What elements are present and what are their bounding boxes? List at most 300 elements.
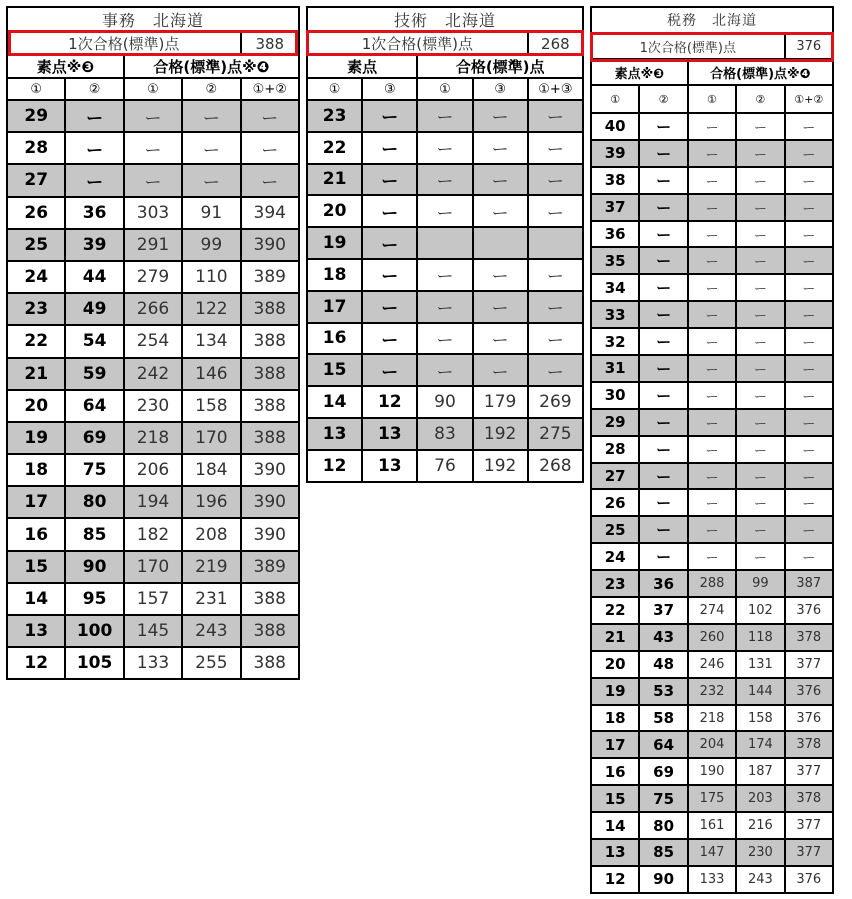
table-row (7, 261, 299, 293)
table-cell: 17 (307, 291, 362, 323)
table-cell: ー (688, 140, 736, 167)
table-cell: 389 (241, 551, 299, 583)
table-cell: 260 (688, 624, 736, 651)
table-cell: ー (736, 516, 784, 543)
table-cell: 69 (639, 758, 687, 785)
table-cell: ー (688, 489, 736, 516)
table-row (307, 195, 583, 227)
pass-score-header: 合格(標準)点※❹ (124, 55, 299, 78)
table-cell: 378 (785, 785, 833, 812)
table-cell: ー (639, 301, 687, 328)
table-cell: 25 (7, 229, 65, 261)
table-cell: 27 (7, 164, 65, 196)
table-cell: ー (528, 354, 583, 386)
table-cell: 27 (591, 463, 639, 490)
table-cell: 388 (241, 583, 299, 615)
table-cell: 230 (736, 839, 784, 866)
table-cell: 32 (591, 328, 639, 355)
table-cell: 14 (307, 386, 362, 418)
table-row (7, 293, 299, 325)
table-cell: 19 (7, 422, 65, 454)
standard-score-value: 388 (241, 32, 299, 55)
table-cell: 36 (591, 221, 639, 248)
panel-title-row (7, 7, 299, 32)
table-cell: 18 (307, 259, 362, 291)
table-cell: ー (124, 132, 182, 164)
header-row (307, 55, 583, 78)
table-cell: 170 (182, 422, 240, 454)
table-cell: 174 (736, 731, 784, 758)
table-cell: ー (417, 323, 472, 355)
table-cell: 12 (591, 866, 639, 893)
table-cell: 16 (591, 758, 639, 785)
table-cell: 28 (591, 436, 639, 463)
table-cell: 266 (124, 293, 182, 325)
table-row (591, 812, 833, 839)
table-row (591, 543, 833, 570)
table-cell: 17 (591, 731, 639, 758)
table-cell: ー (473, 195, 528, 227)
table-cell: 75 (65, 454, 123, 486)
table-cell: ー (688, 167, 736, 194)
table-cell: 25 (591, 516, 639, 543)
table-row (591, 758, 833, 785)
table-cell: 40 (591, 113, 639, 140)
table-row (591, 382, 833, 409)
table-cell: 90 (639, 866, 687, 893)
table-cell: 376 (785, 866, 833, 893)
subheader-cell: ① (307, 78, 362, 100)
table-cell: ー (688, 516, 736, 543)
table-cell: ー (417, 195, 472, 227)
standard-score-label: 1次合格(標準)点 (591, 33, 785, 59)
table-cell: 230 (124, 390, 182, 422)
table-cell: ー (785, 221, 833, 248)
table-cell: 279 (124, 261, 182, 293)
table-cell: 14 (7, 583, 65, 615)
table-cell: 12 (307, 450, 362, 482)
table-cell: 376 (785, 705, 833, 732)
subheader-cell: ① (591, 85, 639, 113)
table-cell: 19 (307, 227, 362, 259)
table-cell: 99 (736, 570, 784, 597)
table-cell: ー (473, 354, 528, 386)
table-cell: 388 (241, 390, 299, 422)
table-body (7, 7, 299, 679)
table-cell: 102 (736, 597, 784, 624)
table-cell: 13 (307, 418, 362, 450)
table-cell: 22 (591, 597, 639, 624)
table-cell: 15 (7, 551, 65, 583)
table-cell: 157 (124, 583, 182, 615)
table-row (7, 647, 299, 679)
table-cell: ー (528, 132, 583, 164)
table-cell: ー (639, 463, 687, 490)
table-cell: ー (736, 382, 784, 409)
table-row (591, 274, 833, 301)
table-cell: ー (417, 259, 472, 291)
table-cell: 80 (639, 812, 687, 839)
table-cell: 377 (785, 758, 833, 785)
table-cell: ー (639, 382, 687, 409)
table-cell: ー (473, 100, 528, 132)
subheader-cell: ①+② (785, 85, 833, 113)
table-row (7, 454, 299, 486)
table-cell: 54 (65, 325, 123, 357)
table-cell: ー (639, 543, 687, 570)
table-cell: ー (362, 132, 417, 164)
table-cell: ー (362, 164, 417, 196)
table-row (7, 358, 299, 390)
table-cell: 275 (528, 418, 583, 450)
table-cell: 35 (591, 247, 639, 274)
table-cell: ー (639, 247, 687, 274)
table-cell: ー (736, 274, 784, 301)
table-row (307, 418, 583, 450)
gijutsu-hokkaido-panel (306, 6, 584, 483)
table-row (591, 866, 833, 893)
table-cell: 388 (241, 615, 299, 647)
table-cell: 105 (65, 647, 123, 679)
table-cell: 187 (736, 758, 784, 785)
table-cell: 161 (688, 812, 736, 839)
subheader-cell: ③ (473, 78, 528, 100)
table-cell: 23 (7, 293, 65, 325)
table-cell: 21 (307, 164, 362, 196)
table-cell: ー (785, 463, 833, 490)
table-cell: 39 (65, 229, 123, 261)
table-body (591, 7, 833, 893)
table-cell: 22 (307, 132, 362, 164)
table-cell: 147 (688, 839, 736, 866)
table-cell: ー (785, 113, 833, 140)
table-cell: 80 (65, 486, 123, 518)
table-cell: 175 (688, 785, 736, 812)
table-row (7, 422, 299, 454)
table-row (591, 570, 833, 597)
table-cell (528, 227, 583, 259)
table-cell: 90 (417, 386, 472, 418)
table-cell: 33 (591, 301, 639, 328)
table-row (307, 227, 583, 259)
table-row (591, 328, 833, 355)
table-row (591, 113, 833, 140)
table-cell: ー (417, 354, 472, 386)
table-cell: 387 (785, 570, 833, 597)
table-cell: ー (639, 194, 687, 221)
table-cell: ー (785, 274, 833, 301)
table-cell: ー (785, 516, 833, 543)
table-cell: ー (688, 274, 736, 301)
table-cell: 16 (7, 518, 65, 550)
jimu-hokkaido-panel (6, 6, 300, 680)
subheader-cell: ① (417, 78, 472, 100)
subheader-cell: ①+② (241, 78, 299, 100)
raw-score-header: 素点※❸ (591, 59, 688, 85)
table-cell: ー (182, 164, 240, 196)
subheader-cell: ② (639, 85, 687, 113)
table-cell: 179 (473, 386, 528, 418)
table-cell: 21 (7, 358, 65, 390)
table-cell: ー (736, 247, 784, 274)
table-cell: ー (688, 543, 736, 570)
table-row (7, 325, 299, 357)
table-cell: 24 (591, 543, 639, 570)
table-row (307, 100, 583, 132)
subheader-cell: ① (124, 78, 182, 100)
table-cell: 378 (785, 624, 833, 651)
table-cell: ー (362, 259, 417, 291)
table-cell: ー (736, 221, 784, 248)
table-cell: ー (736, 355, 784, 382)
table-cell: 394 (241, 197, 299, 229)
table-row (591, 247, 833, 274)
table-cell: ー (639, 489, 687, 516)
table-cell: 246 (688, 651, 736, 678)
table-cell: 196 (182, 486, 240, 518)
panel-title-row (591, 7, 833, 33)
table-cell: ー (785, 409, 833, 436)
table-cell: 208 (182, 518, 240, 550)
table-cell: ー (473, 164, 528, 196)
subheader-row (307, 78, 583, 100)
table-cell: 18 (591, 705, 639, 732)
table-cell: ー (124, 164, 182, 196)
table-cell: 133 (688, 866, 736, 893)
table-cell: 254 (124, 325, 182, 357)
table-cell: ー (639, 328, 687, 355)
table-cell: 133 (124, 647, 182, 679)
subheader-cell: ① (7, 78, 65, 100)
table-cell: 134 (182, 325, 240, 357)
zeimu-hokkaido-panel (590, 6, 834, 894)
table-cell: 85 (65, 518, 123, 550)
table-cell: ー (736, 463, 784, 490)
table-cell: ー (182, 100, 240, 132)
table-cell: 388 (241, 647, 299, 679)
table-cell: ー (362, 323, 417, 355)
table-cell: ー (362, 100, 417, 132)
standard-score-label: 1次合格(標準)点 (307, 32, 528, 55)
table-cell: ー (473, 291, 528, 323)
table-row (591, 731, 833, 758)
table-cell: ー (688, 194, 736, 221)
table-cell: 30 (591, 382, 639, 409)
table-row (307, 323, 583, 355)
table-cell: 49 (65, 293, 123, 325)
table-cell: 64 (65, 390, 123, 422)
subheader-row (7, 78, 299, 100)
table-cell: 100 (65, 615, 123, 647)
table-cell: 75 (639, 785, 687, 812)
table-cell: ー (785, 436, 833, 463)
table-cell: ー (785, 247, 833, 274)
table-cell: ー (688, 382, 736, 409)
table-row (591, 140, 833, 167)
table-cell: 192 (473, 450, 528, 482)
panel-title-row (307, 7, 583, 32)
table-row (591, 624, 833, 651)
pass-score-header: 合格(標準)点 (417, 55, 583, 78)
table-cell: 28 (7, 132, 65, 164)
table-cell: ー (736, 489, 784, 516)
standard-score-row (307, 32, 583, 55)
table-cell: 14 (591, 812, 639, 839)
table-cell: ー (417, 100, 472, 132)
table-cell: 288 (688, 570, 736, 597)
table-cell: 376 (785, 678, 833, 705)
table-cell: 194 (124, 486, 182, 518)
table-cell: 390 (241, 229, 299, 261)
table-cell: 83 (417, 418, 472, 450)
table-cell: 15 (307, 354, 362, 386)
zeimu-score-table (590, 6, 834, 894)
table-row (7, 164, 299, 196)
jimu-score-table (6, 6, 300, 680)
table-cell: 24 (7, 261, 65, 293)
table-cell: ー (785, 355, 833, 382)
table-cell: ー (785, 489, 833, 516)
table-row (591, 436, 833, 463)
table-cell: 26 (591, 489, 639, 516)
table-cell: 184 (182, 454, 240, 486)
table-cell: 76 (417, 450, 472, 482)
table-cell: ー (785, 328, 833, 355)
table-cell: ー (736, 543, 784, 570)
table-cell: ー (528, 259, 583, 291)
table-cell: ー (785, 382, 833, 409)
table-cell: 145 (124, 615, 182, 647)
table-cell: 389 (241, 261, 299, 293)
subheader-row (591, 85, 833, 113)
table-cell (473, 227, 528, 259)
table-cell: 22 (7, 325, 65, 357)
table-cell: 231 (182, 583, 240, 615)
table-cell: 91 (182, 197, 240, 229)
table-cell: 59 (65, 358, 123, 390)
table-cell: ー (688, 409, 736, 436)
table-cell: 390 (241, 454, 299, 486)
table-cell: 12 (362, 386, 417, 418)
table-cell: ー (639, 140, 687, 167)
table-row (591, 301, 833, 328)
table-row (7, 615, 299, 647)
table-cell: ー (241, 100, 299, 132)
table-cell: 182 (124, 518, 182, 550)
table-cell: 43 (639, 624, 687, 651)
table-cell: ー (639, 167, 687, 194)
table-cell: 20 (7, 390, 65, 422)
table-cell: ー (785, 167, 833, 194)
table-cell: ー (124, 100, 182, 132)
table-cell: 36 (65, 197, 123, 229)
table-cell: 17 (7, 486, 65, 518)
table-cell: ー (688, 328, 736, 355)
table-row (307, 132, 583, 164)
table-cell: 219 (182, 551, 240, 583)
table-row (591, 705, 833, 732)
header-row (7, 55, 299, 78)
table-cell: 158 (182, 390, 240, 422)
table-cell: 377 (785, 812, 833, 839)
table-row (307, 450, 583, 482)
table-cell: 243 (182, 615, 240, 647)
table-cell: 44 (65, 261, 123, 293)
table-cell: 243 (736, 866, 784, 893)
subheader-cell: ③ (362, 78, 417, 100)
table-cell: 216 (736, 812, 784, 839)
table-cell: ー (362, 195, 417, 227)
table-cell: ー (639, 274, 687, 301)
table-cell: ー (785, 301, 833, 328)
table-cell: ー (182, 132, 240, 164)
standard-score-row (7, 32, 299, 55)
table-row (7, 486, 299, 518)
panel-title: 税務 北海道 (591, 7, 833, 33)
table-cell: ー (736, 140, 784, 167)
table-cell: ー (528, 291, 583, 323)
table-cell: ー (639, 409, 687, 436)
table-cell: ー (639, 436, 687, 463)
table-cell: 34 (591, 274, 639, 301)
table-cell: 29 (7, 100, 65, 132)
table-cell: 232 (688, 678, 736, 705)
table-row (7, 551, 299, 583)
standard-score-row (591, 33, 833, 59)
table-cell: 13 (362, 418, 417, 450)
table-cell: 36 (639, 570, 687, 597)
table-cell: ー (736, 436, 784, 463)
table-cell: 192 (473, 418, 528, 450)
table-cell: ー (688, 436, 736, 463)
table-cell: 39 (591, 140, 639, 167)
table-cell: ー (688, 463, 736, 490)
table-cell: 377 (785, 651, 833, 678)
gijutsu-score-table (306, 6, 584, 483)
subheader-cell: ② (182, 78, 240, 100)
table-cell: ー (688, 301, 736, 328)
table-cell: 58 (639, 705, 687, 732)
table-row (307, 164, 583, 196)
table-cell: 110 (182, 261, 240, 293)
table-cell: 218 (688, 705, 736, 732)
table-cell: ー (688, 247, 736, 274)
table-row (307, 291, 583, 323)
table-cell: 390 (241, 518, 299, 550)
table-cell: ー (639, 113, 687, 140)
table-cell: 16 (307, 323, 362, 355)
table-cell: ー (736, 194, 784, 221)
table-cell: 13 (591, 839, 639, 866)
header-row (591, 59, 833, 85)
table-cell: 146 (182, 358, 240, 390)
table-cell: 69 (65, 422, 123, 454)
table-row (7, 132, 299, 164)
table-cell: 122 (182, 293, 240, 325)
table-row (591, 785, 833, 812)
table-cell: 388 (241, 422, 299, 454)
table-cell: 158 (736, 705, 784, 732)
table-cell: 242 (124, 358, 182, 390)
table-cell: 190 (688, 758, 736, 785)
table-cell: ー (639, 355, 687, 382)
table-cell: ー (736, 167, 784, 194)
table-cell: 131 (736, 651, 784, 678)
table-row (591, 463, 833, 490)
subheader-cell: ① (688, 85, 736, 113)
panel-title: 事務 北海道 (7, 7, 299, 32)
table-cell: ー (65, 132, 123, 164)
